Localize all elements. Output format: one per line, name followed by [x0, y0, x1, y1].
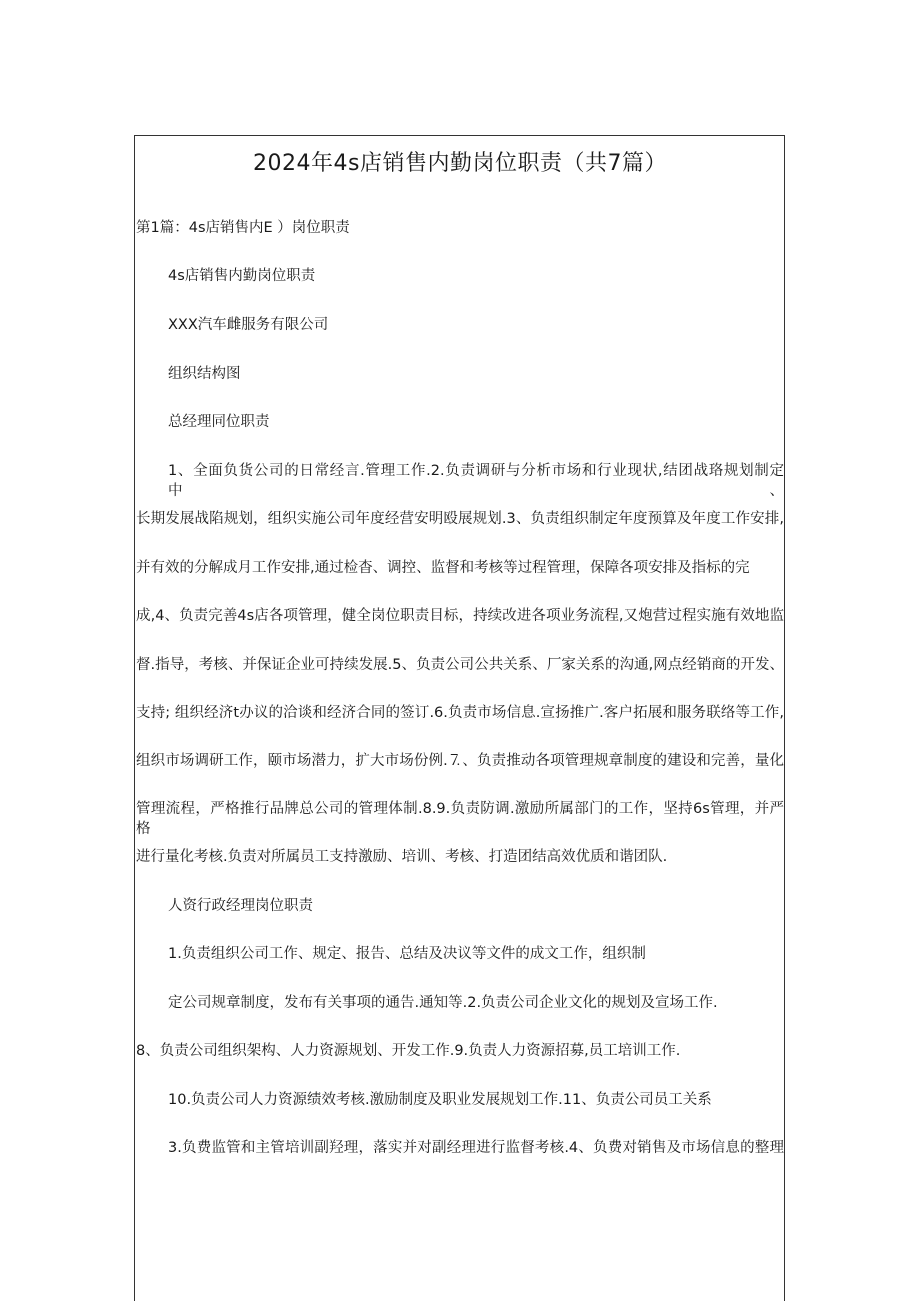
paragraph-line: 3.负费监管和主管培训副羟理，落实并对副经理进行监督考核.4、负费对销售及市场信息的整理: [168, 1140, 784, 1156]
paragraph-line: 并有效的分解成月工作安排,通过检杳、调控、监督和考核等过程管理，保障各项安排及指标的完: [136, 560, 750, 576]
document-title: 2024年4s店销售内勤岗位职责（共7篇）: [253, 151, 667, 176]
paragraph-line: 长期发展战陷规划，组织实施公司年度经营安明殴展规划.3、负责组织制定年度预算及年度工作安排,: [136, 511, 784, 527]
paragraph-line: 支持; 组织经济t办议的洽谈和经济合同的签订.6.负责市场信息.宣扬推广.客户拓展和服务联络等工作,: [136, 705, 784, 721]
company-name: XXX汽车雌服务有限公司: [168, 317, 329, 333]
paragraph-line: 10.负责公司人力资源绩效考核.激励制度及职业发展规划工作.11、负责公司员工关系: [168, 1092, 712, 1108]
paragraph-line: 1.负责组织公司工作、规定、报告、总结及决议等文件的成文工作，组织制: [168, 946, 646, 962]
paragraph-line: 管理流程，严格推行品牌总公司的管理体制.8.9.负责防调.激励所属部门的工作，坚持6s管理，并严格: [136, 801, 784, 837]
org-chart-label: 组织结构图: [168, 366, 241, 382]
hr-duties-heading: 人资行政经理岗位职责: [168, 898, 313, 914]
gm-duties-heading: 总经理同位职责: [168, 414, 270, 430]
section-heading: 4s店销售内勤岗位职责: [168, 268, 316, 284]
chapter-heading: 第1篇：4s店销售内E ）岗位职责: [136, 220, 350, 236]
paragraph-line: 组织市场调研工作，颐市场潜力，扩大市场份例.⒎、负责推动各项管理规章制度的建设和完善，量化: [136, 753, 784, 769]
paragraph-line: 督.指导，考核、并保证企业可持续发展.5、负责公司公共关系、厂家关系的沟通,网点经销商的开发、: [136, 657, 784, 673]
paragraph-line: 成,4、负责完善4s店各项管理，健全岗位职责目标，持续改进各项业务流程,又炮营过程实施有效地监: [136, 608, 784, 624]
paragraph-line: 8、负责公司组织架构、人力资源规划、开发工作.9.负责人力资源招募,员工培训工作.: [136, 1043, 681, 1059]
paragraph-line: 定公司规章制度，发布有关事项的通告.通知等.2.负责公司企业文化的规划及宣场工作.: [168, 995, 718, 1011]
paragraph-line: 1、全面负货公司的日常经言.管理工作.2.负责调研与分析市场和行业现状,结团战珞规划制定中、: [168, 463, 784, 499]
paragraph-line: 进行量化考核.负责对所属员工支持激励、培训、考核、打造团结高效优质和谐团队.: [136, 849, 668, 865]
